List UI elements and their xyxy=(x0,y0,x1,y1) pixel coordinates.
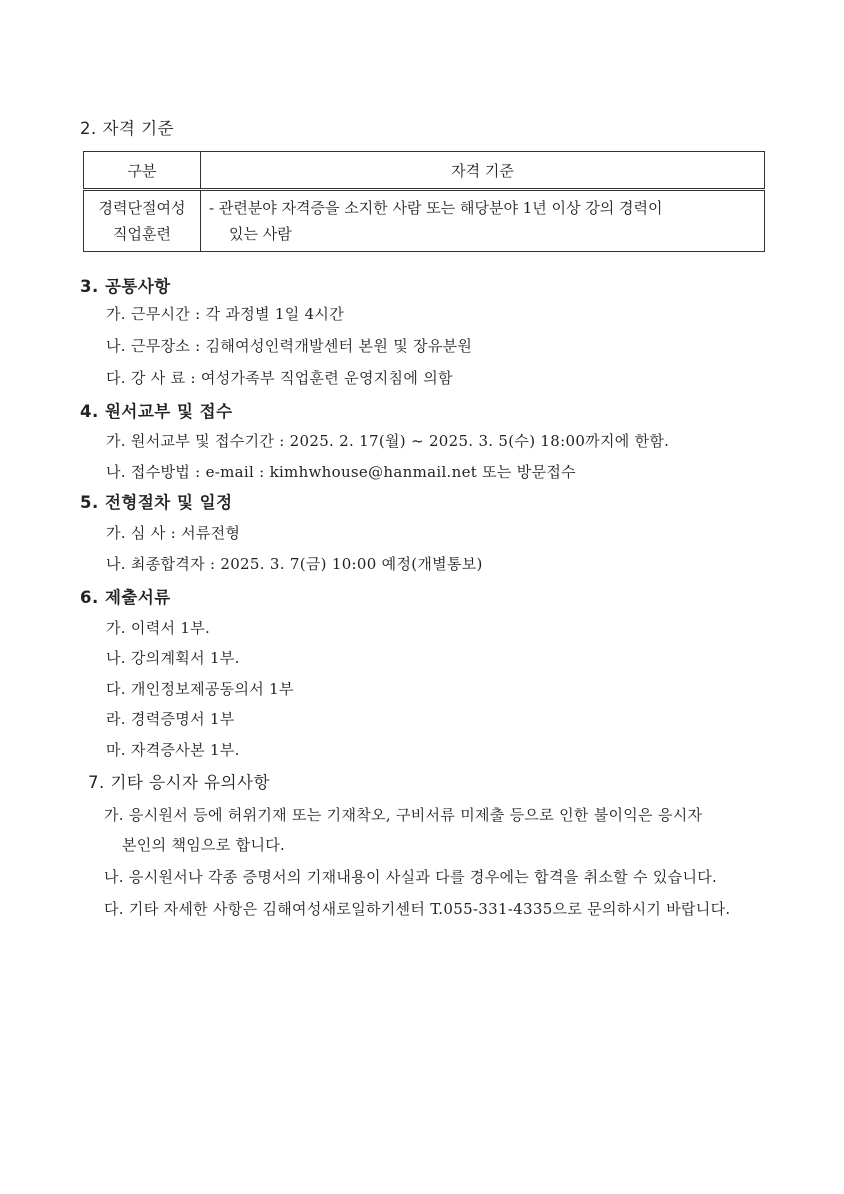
table-cell-category xyxy=(84,190,201,252)
section-title-process: 5. 전형절차 및 일정 xyxy=(80,493,233,512)
table-header-criteria: 자격 기준 xyxy=(201,152,765,190)
list-item: 가. 응시원서 등에 허위기재 또는 기재착오, 구비서류 미제출 등으로 인한 불이익은 응시자 xyxy=(104,806,703,824)
section-title-notes: 7. 기타 응시자 유의사항 xyxy=(88,773,270,792)
qualification-table xyxy=(83,151,765,252)
category-line-1: 경력단절여성 xyxy=(98,199,186,217)
table-header-category: 구분 xyxy=(84,152,201,190)
list-item: 나. 응시원서나 각종 증명서의 기재내용이 사실과 다를 경우에는 합격을 취소할 수 있습니다. xyxy=(104,868,718,886)
list-item: 가. 원서교부 및 접수기간 : 2025. 2. 17(월) ~ 2025. 3. 5(수) 18:00까지에 한함. xyxy=(106,432,670,450)
list-item: 라. 경력증명서 1부 xyxy=(106,710,235,728)
list-item: 다. 강 사 료 : 여성가족부 직업훈련 운영지침에 의함 xyxy=(106,369,453,387)
list-item: 가. 심 사 : 서류전형 xyxy=(106,524,241,542)
list-item: 나. 최종합격자 : 2025. 3. 7(금) 10:00 예정(개별통보) xyxy=(106,555,483,573)
list-item: 나. 근무장소 : 김해여성인력개발센터 본원 및 장유분원 xyxy=(106,337,473,355)
list-item: 다. 기타 자세한 사항은 김해여성새로일하기센터 T.055-331-4335으로 문의하시기 바랍니다. xyxy=(104,900,731,918)
list-item-continuation: 본인의 책임으로 합니다. xyxy=(122,836,286,854)
list-item: 가. 이력서 1부. xyxy=(106,619,211,637)
section-title-qualification: 2. 자격 기준 xyxy=(80,119,174,138)
table-header-row xyxy=(84,152,765,190)
list-item: 가. 근무시간 : 각 과정별 1일 4시간 xyxy=(106,305,344,323)
table-row xyxy=(84,190,765,252)
criteria-line-2: 있는 사람 xyxy=(229,225,292,243)
section-title-documents: 6. 제출서류 xyxy=(80,588,171,607)
list-item: 다. 개인정보제공동의서 1부 xyxy=(106,680,294,698)
list-item: 나. 접수방법 : e-mail : kimhwhouse@hanmail.net 또는 방문접수 xyxy=(106,463,576,481)
category-line-2: 직업훈련 xyxy=(113,225,171,243)
table-cell-criteria xyxy=(201,190,765,252)
criteria-line-1: - 관련분야 자격증을 소지한 사람 또는 해당분야 1년 이상 강의 경력이 xyxy=(209,199,663,217)
section-title-common: 3. 공통사항 xyxy=(80,277,171,296)
list-item: 나. 강의계획서 1부. xyxy=(106,649,240,667)
list-item: 마. 자격증사본 1부. xyxy=(106,741,240,759)
section-title-application: 4. 원서교부 및 접수 xyxy=(80,402,233,421)
